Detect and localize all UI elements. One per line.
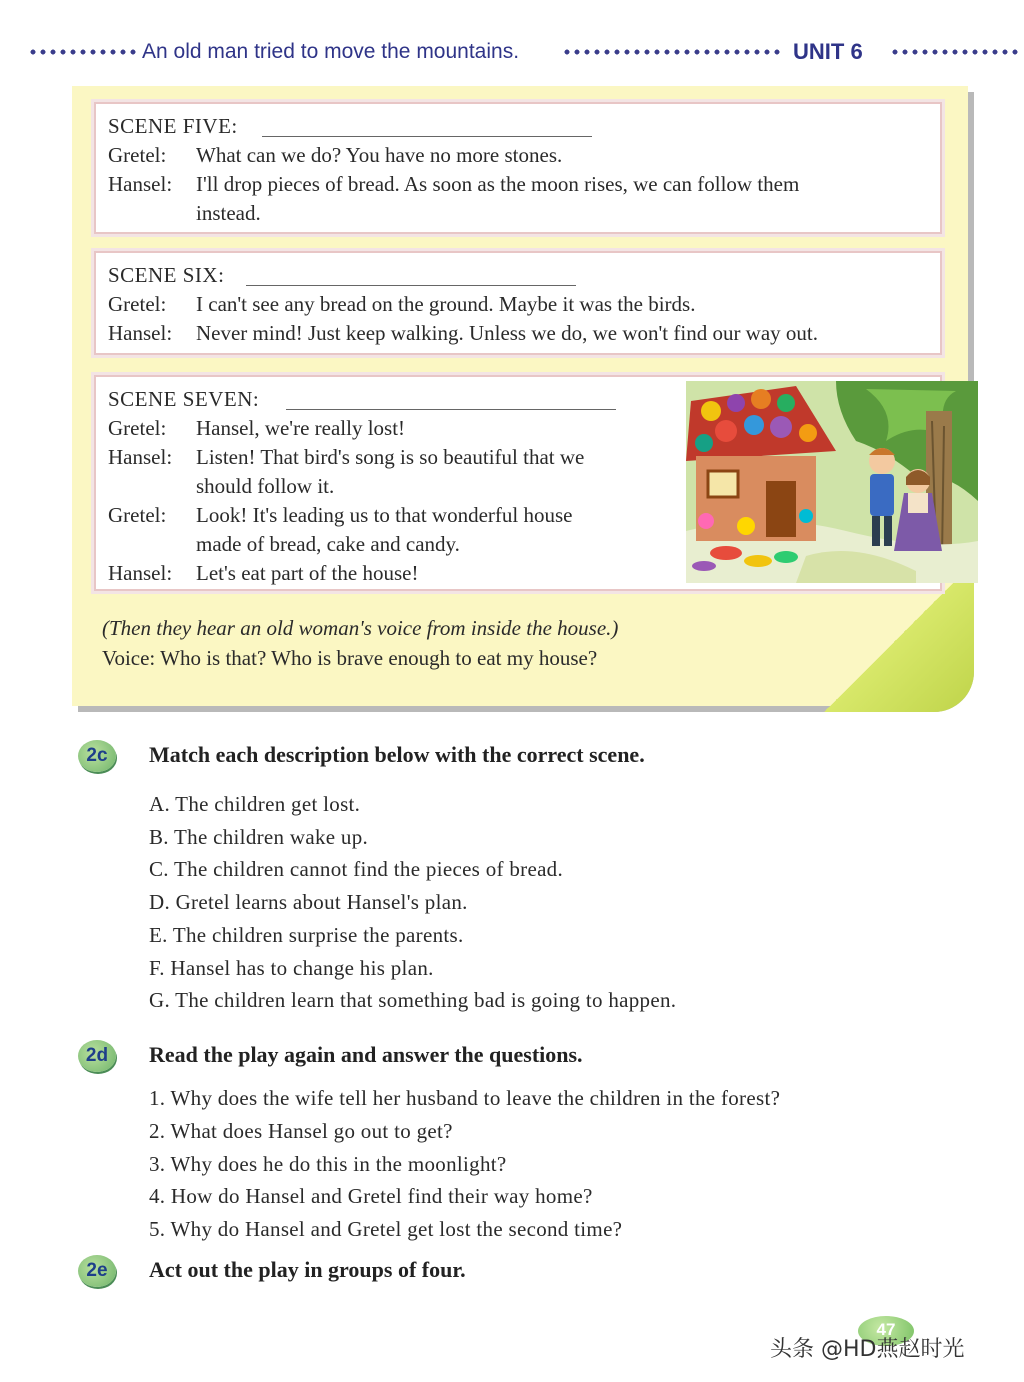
speaker: Gretel: [108, 503, 167, 527]
header-dots [562, 49, 784, 57]
dialogue-text: Hansel, we're really lost! [196, 416, 406, 440]
speaker: Gretel: [108, 416, 167, 440]
scene-five-box [94, 102, 942, 234]
dialogue-continuation: instead. [196, 201, 261, 225]
exercise-instruction: Read the play again and answer the questions. [149, 1042, 583, 1067]
scene-title: SCENE FIVE: [108, 114, 238, 138]
dialogue-line [108, 559, 418, 588]
exercise-badge-2c: 2c [78, 740, 116, 772]
dialogue-line [108, 319, 818, 348]
dialogue-line [108, 443, 584, 472]
dialogue-text: Listen! That bird's song is so beautiful that we [196, 445, 585, 469]
match-item: G. The children learn that something bad is going to happen. [149, 988, 677, 1012]
answer-blank[interactable] [246, 285, 576, 286]
question-item: 2. What does Hansel go out to get? [149, 1119, 453, 1143]
dialogue-text: Never mind! Just keep walking. Unless we do, we won't find our way out. [196, 321, 819, 345]
exercise-badge-2e: 2e [78, 1255, 116, 1287]
exercise-badge-2d: 2d [78, 1040, 116, 1072]
dialogue-continuation: made of bread, cake and candy. [196, 532, 460, 556]
dialogue-line [108, 290, 695, 319]
speaker: Hansel: [108, 172, 173, 196]
header-dots [890, 49, 1018, 57]
page-header [0, 38, 1024, 68]
dialogue-text: What can we do? You have no more stones. [196, 143, 563, 167]
dialogue-text: I'll drop pieces of bread. As soon as the moon rises, we can follow them [196, 172, 800, 196]
scene-title: SCENE SIX: [108, 263, 225, 287]
dialogue-continuation: should follow it. [196, 474, 335, 498]
speaker: Hansel: [108, 561, 173, 585]
speaker: Hansel: [108, 321, 173, 345]
page-number: 47 [858, 1316, 914, 1346]
scene-six-box [94, 251, 942, 355]
question-item: 3. Why does he do this in the moonlight? [149, 1152, 507, 1176]
play-panel [72, 86, 968, 706]
answer-blank[interactable] [262, 136, 592, 137]
scene-seven-box [94, 375, 942, 591]
header-dots [28, 49, 136, 57]
exercise-instruction: Match each description below with the correct scene. [149, 742, 645, 767]
dialogue-text: Look! It's leading us to that wonderful house [196, 503, 573, 527]
match-item: A. The children get lost. [149, 792, 361, 816]
question-item: 5. Why do Hansel and Gretel get lost the second time? [149, 1217, 623, 1241]
match-item: C. The children cannot find the pieces of bread. [149, 857, 564, 881]
answer-blank[interactable] [286, 409, 616, 410]
header-title: An old man tried to move the mountains. [142, 40, 520, 63]
question-item: 1. Why does the wife tell her husband to leave the children in the forest? [149, 1086, 781, 1110]
speaker: Hansel: [108, 445, 173, 469]
watermark: 头条 @HD燕赵时光 [770, 1337, 965, 1362]
match-item: B. The children wake up. [149, 825, 369, 849]
voice-line: Voice: Who is that? Who is brave enough to eat my house? [102, 646, 598, 670]
dialogue-line [108, 414, 405, 443]
scene-title: SCENE SEVEN: [108, 387, 260, 411]
dialogue-line [108, 141, 562, 170]
dialogue-line [108, 501, 572, 530]
match-item: F. Hansel has to change his plan. [149, 956, 434, 980]
dialogue-line [108, 170, 799, 199]
question-item: 4. How do Hansel and Gretel find their way home? [149, 1184, 593, 1208]
dialogue-text: I can't see any bread on the ground. Maybe it was the birds. [196, 292, 696, 316]
match-item: E. The children surprise the parents. [149, 923, 464, 947]
stage-direction: (Then they hear an old woman's voice from inside the house.) [102, 616, 619, 640]
unit-label: UNIT 6 [793, 39, 863, 64]
candy-house-illustration [686, 381, 978, 583]
exercise-instruction: Act out the play in groups of four. [149, 1257, 466, 1282]
match-item: D. Gretel learns about Hansel's plan. [149, 890, 468, 914]
dialogue-text: Let's eat part of the house! [196, 561, 419, 585]
speaker: Gretel: [108, 292, 167, 316]
speaker: Gretel: [108, 143, 167, 167]
